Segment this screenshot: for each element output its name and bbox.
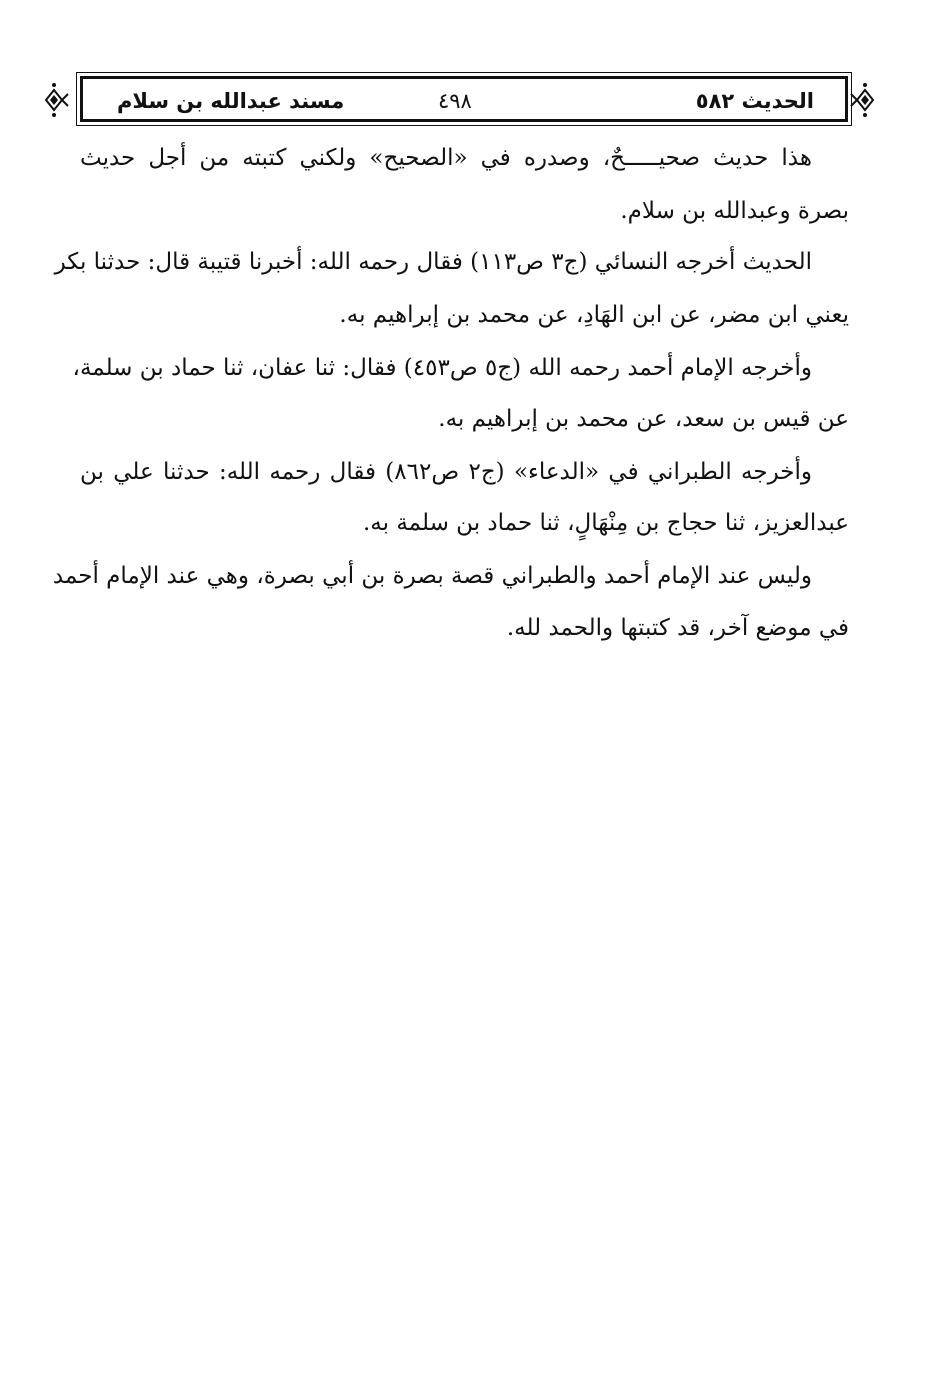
ornament-right-icon	[849, 80, 875, 120]
paragraph-2-line-2: يعني ابن مضر، عن ابن الهَادِ، عن محمد بن إبراهيم به.	[339, 302, 849, 328]
paragraph-1-line-1: هذا حديث صحيـــــحٌ، وصدره في «الصحيح» ولكني كتبته من أجل حديث	[80, 145, 812, 171]
paragraph-5-line-1: وليس عند الإمام أحمد والطبراني قصة بصرة بن أبي بصرة، وهي عند الإمام أحمد	[52, 563, 812, 589]
paragraph-2-line-1: الحديث أخرجه النسائي (ج٣ ص١١٣) فقال رحمه الله: أخبرنا قتيبة قال: حدثنا بكر	[54, 249, 812, 275]
ornament-left-icon	[44, 80, 70, 120]
paragraph-5-line-2: في موضع آخر، قد كتبتها والحمد لله.	[506, 615, 849, 641]
paragraph-3-line-2: عن قيس بن سعد، عن محمد بن إبراهيم به.	[438, 406, 849, 432]
paragraph-3-line-1: وأخرجه الإمام أحمد رحمه الله (ج٥ ص٤٥٣) فقال: ثنا عفان، ثنا حماد بن سلمة،	[72, 355, 812, 381]
page-number: ٤٩٨	[438, 89, 472, 113]
hadith-number-header: الحديث ٥٨٢	[695, 89, 814, 113]
paragraph-4-line-1: وأخرجه الطبراني في «الدعاء» (ج٢ ص٨٦٢) فقال رحمه الله: حدثنا علي بن	[80, 459, 812, 485]
paragraph-1-line-2: بصرة وعبدالله بن سلام.	[620, 198, 849, 224]
paragraph-4-line-2: عبدالعزيز، ثنا حجاج بن مِنْهَالٍ، ثنا حماد بن سلمة به.	[363, 510, 849, 536]
book-title-header: مسند عبدالله بن سلام	[117, 89, 345, 113]
